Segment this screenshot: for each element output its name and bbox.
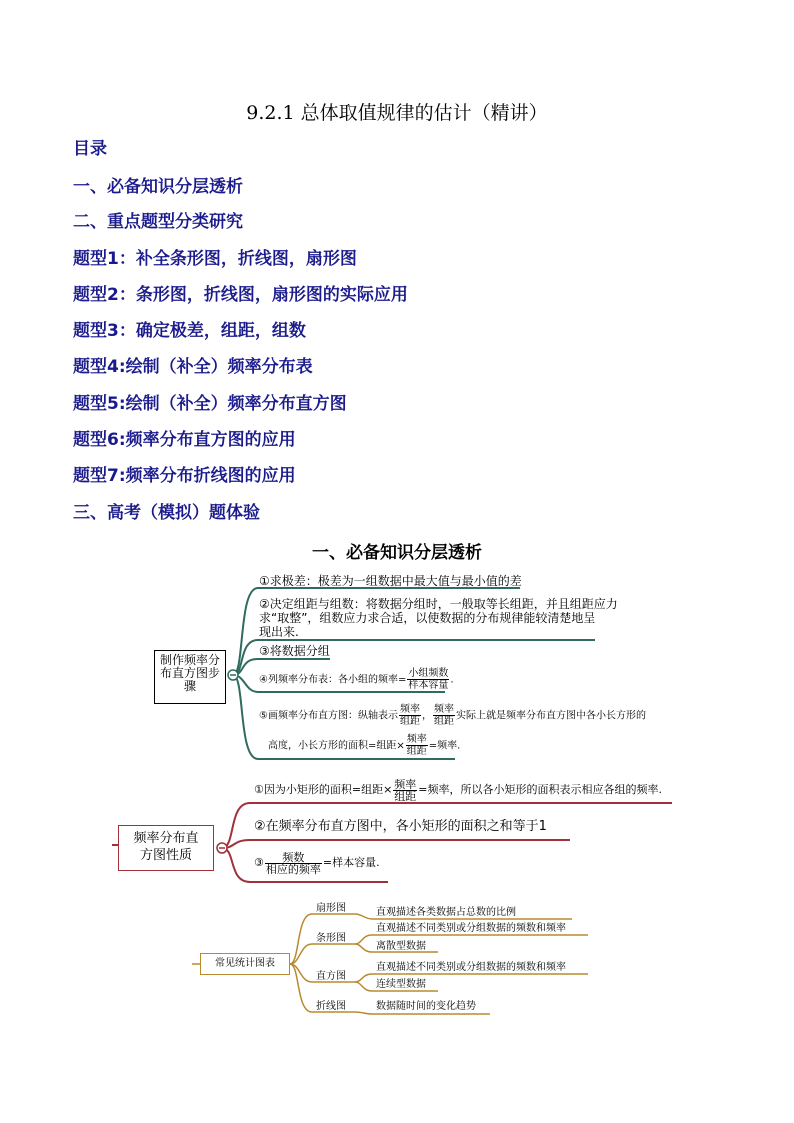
histogram-data-type: 连续型数据 bbox=[376, 979, 426, 990]
section-title: 一、必备知识分层透析 bbox=[312, 543, 482, 563]
chart-type-pie: 扇形图 bbox=[316, 903, 346, 914]
mindmap2-root bbox=[118, 825, 214, 871]
toc-item[interactable]: 题型5:绘制（补全）频率分布直方图 bbox=[73, 394, 347, 414]
mindmap3-root: 常见统计图表 bbox=[200, 953, 290, 975]
toc-heading: 目录 bbox=[73, 139, 107, 159]
chart-type-histogram: 直方图 bbox=[316, 971, 346, 982]
step-4: ④列频率分布表：各小组的频率= $\frac{\text{小组频数}}{\text{样本容量}}$ . bbox=[259, 668, 454, 691]
step-5: ⑤画频率分布直方图：纵轴表示 $\frac{\text{频率}}{\text{组距}}$ ， $\frac{\text{频率}}{\text{组距}}$ 实际上就是频率分布直方图中各小长方形的 bbox=[259, 704, 646, 727]
page-title: 9.2.1 总体取值规律的估计（精讲） bbox=[246, 102, 548, 124]
step-2-line1: ②决定组距与组数：将数据分组时，一般取等长组距，并且组距应力 bbox=[259, 597, 618, 611]
toc-item[interactable]: 三、高考（模拟）题体验 bbox=[73, 503, 260, 523]
histogram-description: 直观描述不同类别或分组数据的频数和频率 bbox=[376, 962, 566, 973]
step-1: ①求极差：极差为一组数据中最大值与最小值的差 bbox=[259, 574, 522, 588]
line-description: 数据随时间的变化趋势 bbox=[376, 1001, 476, 1012]
toc-item[interactable]: 题型7:频率分布折线图的应用 bbox=[73, 466, 296, 486]
root-label: 制作频率分布直方图步骤 bbox=[159, 653, 220, 693]
bar-data-type: 离散型数据 bbox=[376, 941, 426, 952]
mindmap1-root bbox=[154, 650, 226, 704]
step-5-line2: 高度，小长方形的面积=组距× $\frac{\text{频率}}{\text{组距}}$ =频率. bbox=[268, 734, 461, 757]
property-2: ②在频率分布直方图中，各小矩形的面积之和等于1 bbox=[254, 819, 547, 834]
pie-description: 直观描述各类数据占总数的比例 bbox=[376, 907, 516, 918]
chart-type-bar: 条形图 bbox=[316, 933, 346, 944]
step-3: ③将数据分组 bbox=[259, 644, 330, 658]
step-2-line3: 现出来. bbox=[259, 625, 299, 639]
toc-item[interactable]: 题型4:绘制（补全）频率分布表 bbox=[73, 357, 313, 377]
property-1: ①因为小矩形的面积=组距× $\frac{\text{频率}}{\text{组距}}$ =频率，所以各小矩形的面积表示相应各组的频率. bbox=[254, 777, 663, 803]
toc-item[interactable]: 二、重点题型分类研究 bbox=[73, 212, 243, 232]
toc-item[interactable]: 题型3：确定极差，组距，组数 bbox=[73, 321, 306, 341]
toc-item[interactable]: 题型1：补全条形图，折线图，扇形图 bbox=[73, 249, 357, 269]
bar-description: 直观描述不同类别或分组数据的频数和频率 bbox=[376, 923, 566, 934]
toc-item[interactable]: 题型6:频率分布直方图的应用 bbox=[73, 430, 296, 450]
toc-item[interactable]: 一、必备知识分层透析 bbox=[73, 177, 243, 197]
toc-item[interactable]: 题型2：条形图，折线图，扇形图的实际应用 bbox=[73, 285, 408, 305]
root-label: 频率分布直方图性质 bbox=[133, 831, 199, 863]
property-3: ③ $\frac{\text{频数}}{\text{相应的频率}}$ =样本容量. bbox=[254, 850, 380, 876]
step-2-line2: 求“取整”，组数应力求合适，以使数据的分布规律能较清楚地呈 bbox=[259, 611, 596, 625]
chart-type-line: 折线图 bbox=[316, 1001, 346, 1012]
